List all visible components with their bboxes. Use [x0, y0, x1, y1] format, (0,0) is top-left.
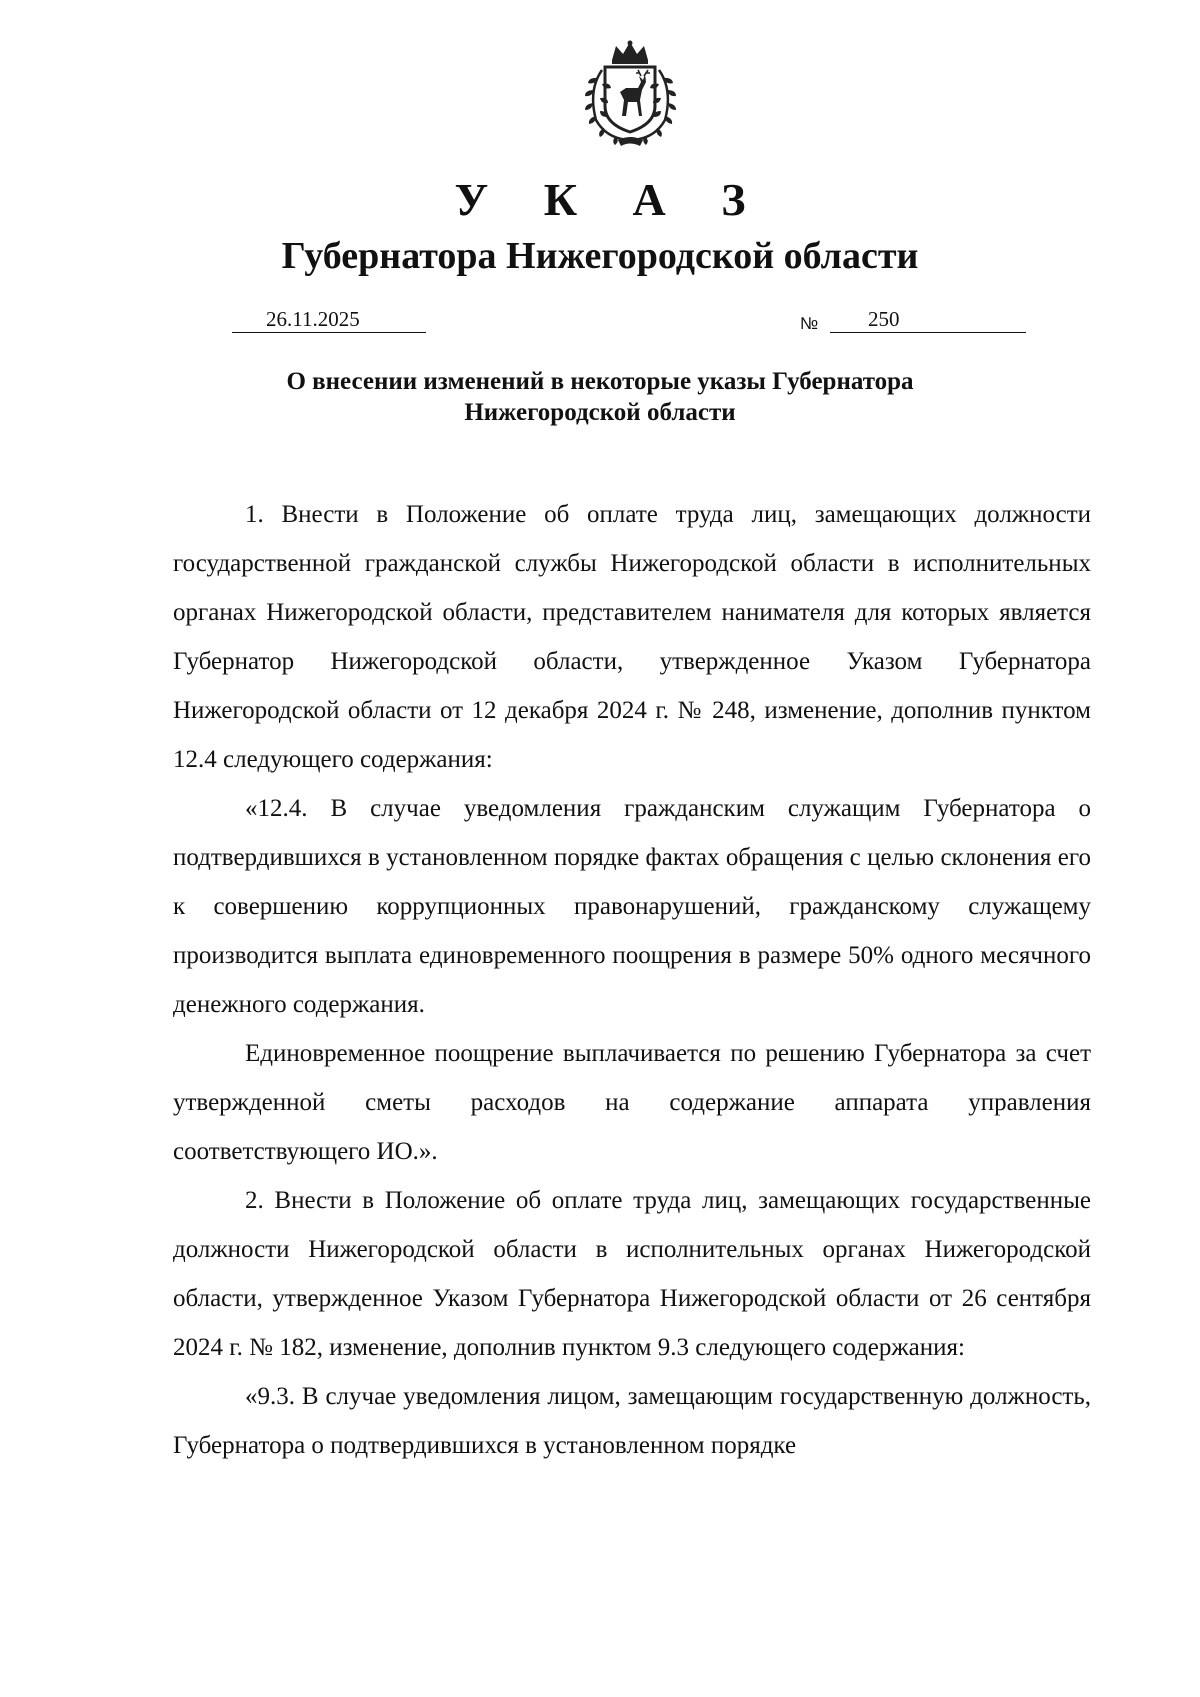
body-paragraph: 1. Внести в Положение об оплате труда лиц, замещающих должности государственной гражданской службы Нижегородской области в исполнительных органах Нижегородской области, представителем нанимателя для которых является Губернатор Нижегородской области, утвержденное Указом Губернатора Нижегородской области от 12 декабря 2024 г. № 248, изменение, дополнив пунктом 12.4 следующего содержания:: [173, 501, 1091, 773]
document-date: 26.11.2025: [232, 306, 426, 333]
document-heading: [150, 366, 1050, 428]
heading-line: О внесении изменений в некоторые указы Губернатора: [286, 368, 914, 395]
document-number: 250: [830, 306, 1026, 333]
body-paragraph: «9.3. В случае уведомления лицом, замещающим государственную должность, Губернатора о подтвердившихся в установленном порядке: [173, 1383, 1091, 1459]
body-paragraph: Единовременное поощрение выплачивается по решению Губернатора за счет утвержденной сметы расходов на содержание аппарата управления соответствующего ИО.».: [173, 1040, 1091, 1165]
body-paragraph: «12.4. В случае уведомления гражданским служащим Губернатора о подтвердившихся в установленном порядке фактах обращения с целью склонения его к совершению коррупционных правонарушений, гражданскому служащему производится выплата единовременного поощрения в размере 50% одного месячного денежного содержания.: [173, 795, 1091, 1018]
body-paragraph: 2. Внести в Положение об оплате труда лиц, замещающих государственные должности Нижегородской области в исполнительных органах Нижегородской области, утвержденное Указом Губернатора Нижегородской области от 26 сентября 2024 г. № 182, изменение, дополнив пунктом 9.3 следующего содержания:: [173, 1187, 1091, 1361]
number-sign: №: [800, 314, 819, 333]
issuer-title: Губернатора Нижегородской области: [281, 235, 919, 277]
document-body: [173, 490, 1091, 1470]
coat-of-arms-icon: [578, 40, 683, 148]
document-type-title: У К А З: [454, 174, 768, 225]
heading-line: Нижегородской области: [464, 399, 736, 426]
